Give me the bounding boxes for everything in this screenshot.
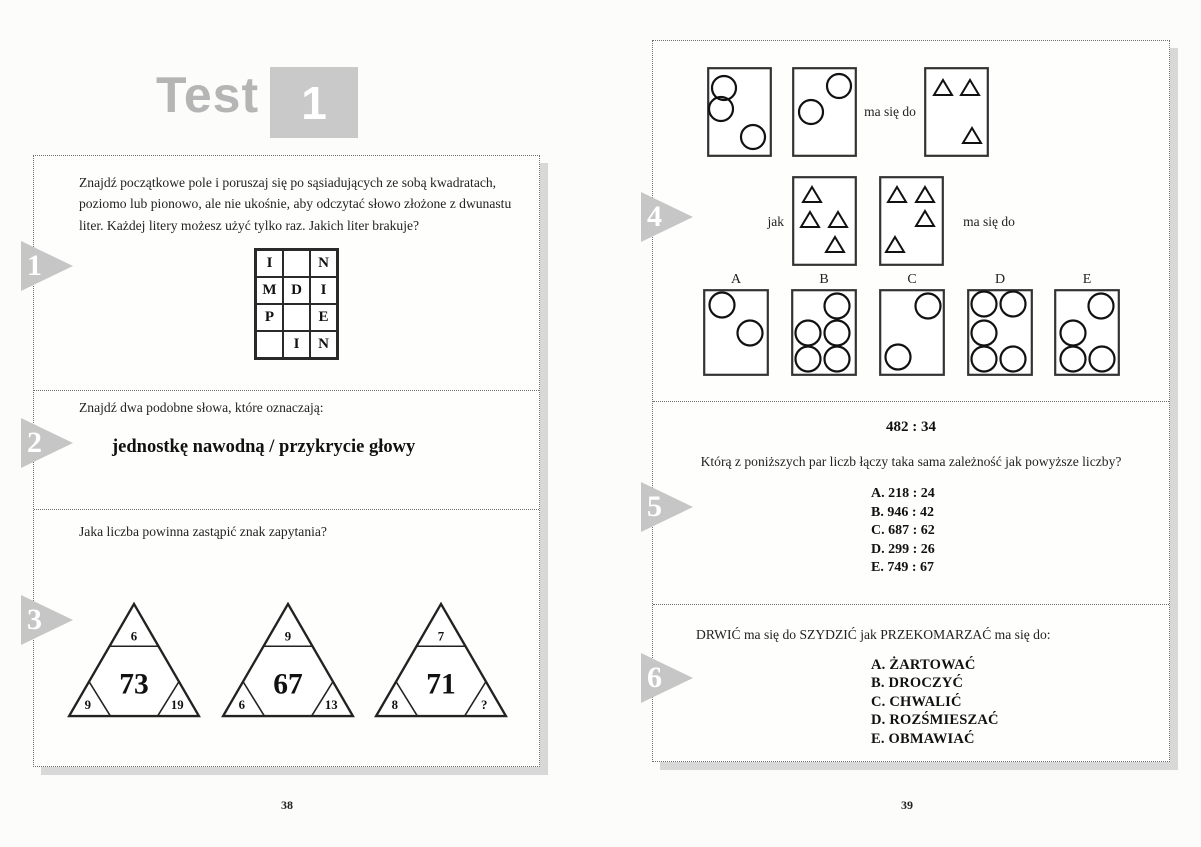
grid-cell (283, 250, 310, 277)
marker-number-4: 4 (647, 200, 662, 233)
q4-premise-card-4 (792, 176, 857, 266)
question-marker-2 (21, 418, 73, 468)
tri1-right: 19 (170, 698, 184, 713)
q4-option-label-d: D (994, 272, 1006, 287)
test-number-box (270, 67, 358, 138)
section-divider (653, 401, 1169, 402)
q6-options (871, 656, 999, 748)
q4-relation-2: ma się do (963, 214, 1015, 229)
tri3-top: 7 (437, 629, 445, 644)
tri2-center: 67 (273, 668, 303, 701)
q6-option-b: B. DROCZYĆ (871, 675, 964, 692)
q4-relation-jak: jak (767, 214, 784, 229)
q4-option-card-c (879, 289, 945, 376)
q6-option-e: E. OBMAWIAĆ (871, 730, 975, 747)
q5-option-d: D. 299 : 26 (871, 541, 935, 557)
marker-number-2: 2 (27, 426, 42, 459)
tri3-right: ? (481, 698, 488, 713)
q2-text: Znajdź dwa podobne słowa, które oznaczają: (79, 400, 324, 415)
q6-question: DRWIĆ ma się do SZYDZIĆ jak PRZEKOMARZAĆ ma się do: (696, 627, 1051, 642)
q1-letter-grid (254, 248, 339, 360)
q1-text (79, 172, 511, 236)
q3-triangle-1 (65, 601, 203, 719)
q5-pair: 482 : 34 (886, 419, 936, 435)
q4-option-card-a (703, 289, 769, 376)
q6-option-d: D. ROZŚMIESZAĆ (871, 712, 999, 729)
grid-cell: M (256, 277, 283, 304)
tri2-left: 6 (238, 698, 245, 713)
q4-relation-1: ma się do (864, 104, 916, 119)
grid-cell: I (256, 250, 283, 277)
q4-option-card-d (967, 289, 1033, 376)
grid-cell: I (310, 277, 337, 304)
marker-number-6: 6 (647, 661, 662, 694)
grid-cell: N (310, 331, 337, 358)
grid-cell (283, 304, 310, 331)
q4-premise-card-3 (924, 67, 989, 157)
q1-line1: Znajdź początkowe pole i poruszaj się po sąsiadujących ze sobą kwadratach, (79, 175, 497, 190)
q5-option-c: C. 687 : 62 (871, 523, 935, 539)
tri1-left: 9 (84, 698, 91, 713)
tri1-center: 73 (119, 668, 149, 701)
question-marker-3 (21, 595, 73, 645)
page-number-left: 38 (281, 798, 293, 812)
q6-option-c: C. CHWALIĆ (871, 693, 962, 710)
q4-option-card-e (1054, 289, 1120, 376)
q4-premise-card-2 (792, 67, 857, 157)
q4-premise-card-5 (879, 176, 944, 266)
q2-answer: jednostkę nawodną / przykrycie głowy (112, 437, 416, 457)
question-marker-5 (641, 482, 693, 532)
q5-option-e: E. 749 : 67 (871, 560, 934, 576)
q4-premise-card-1 (707, 67, 772, 157)
q4-option-label-b: B (819, 272, 829, 287)
page-number-right: 39 (901, 798, 913, 812)
section-divider (34, 390, 539, 391)
q5-question: Którą z poniższych par liczb łączy taka sama zależność jak powyższe liczby? (700, 454, 1122, 469)
q4-option-label-e: E (1082, 272, 1092, 287)
tri1-top: 6 (130, 629, 138, 644)
q1-line3: liter. Każdej litery możesz użyć tylko raz. Jakich liter brakuje? (79, 217, 420, 233)
marker-number-3: 3 (27, 603, 42, 636)
test-title: Test (156, 67, 260, 123)
question-marker-1 (21, 241, 73, 291)
q5-option-b: B. 946 : 42 (871, 504, 934, 520)
q3-triangle-3 (372, 601, 510, 719)
q6-option-a: A. ŻARTOWAĆ (871, 657, 976, 673)
grid-cell: D (283, 277, 310, 304)
tri3-center: 71 (426, 668, 456, 701)
q5-option-a: A. 218 : 24 (871, 486, 935, 501)
q3-text: Jaka liczba powinna zastąpić znak zapytania? (79, 524, 327, 539)
marker-number-5: 5 (647, 490, 662, 523)
tri3-left: 8 (391, 698, 398, 713)
grid-cell: E (310, 304, 337, 331)
q4-option-label-a: A (730, 272, 742, 287)
grid-cell: I (283, 331, 310, 358)
q1-line2: poziomo lub pionowo, ale nie ukośnie, aby odczytać słowo złożone z dwunastu (79, 196, 512, 212)
grid-cell: P (256, 304, 283, 331)
page-right (652, 40, 1170, 762)
question-marker-4 (641, 192, 693, 242)
marker-number-1: 1 (27, 249, 42, 282)
q5-options (871, 485, 935, 578)
test-number: 1 (301, 76, 327, 129)
grid-cell: N (310, 250, 337, 277)
section-divider (34, 509, 539, 510)
q3-triangle-2 (219, 601, 357, 719)
section-divider (653, 604, 1169, 605)
page-left (33, 155, 540, 767)
tri2-top: 9 (284, 629, 292, 644)
q4-option-card-b (791, 289, 857, 376)
question-marker-6 (641, 653, 693, 703)
q4-option-label-c: C (907, 272, 917, 287)
tri2-right: 13 (324, 698, 338, 713)
grid-cell (256, 331, 283, 358)
